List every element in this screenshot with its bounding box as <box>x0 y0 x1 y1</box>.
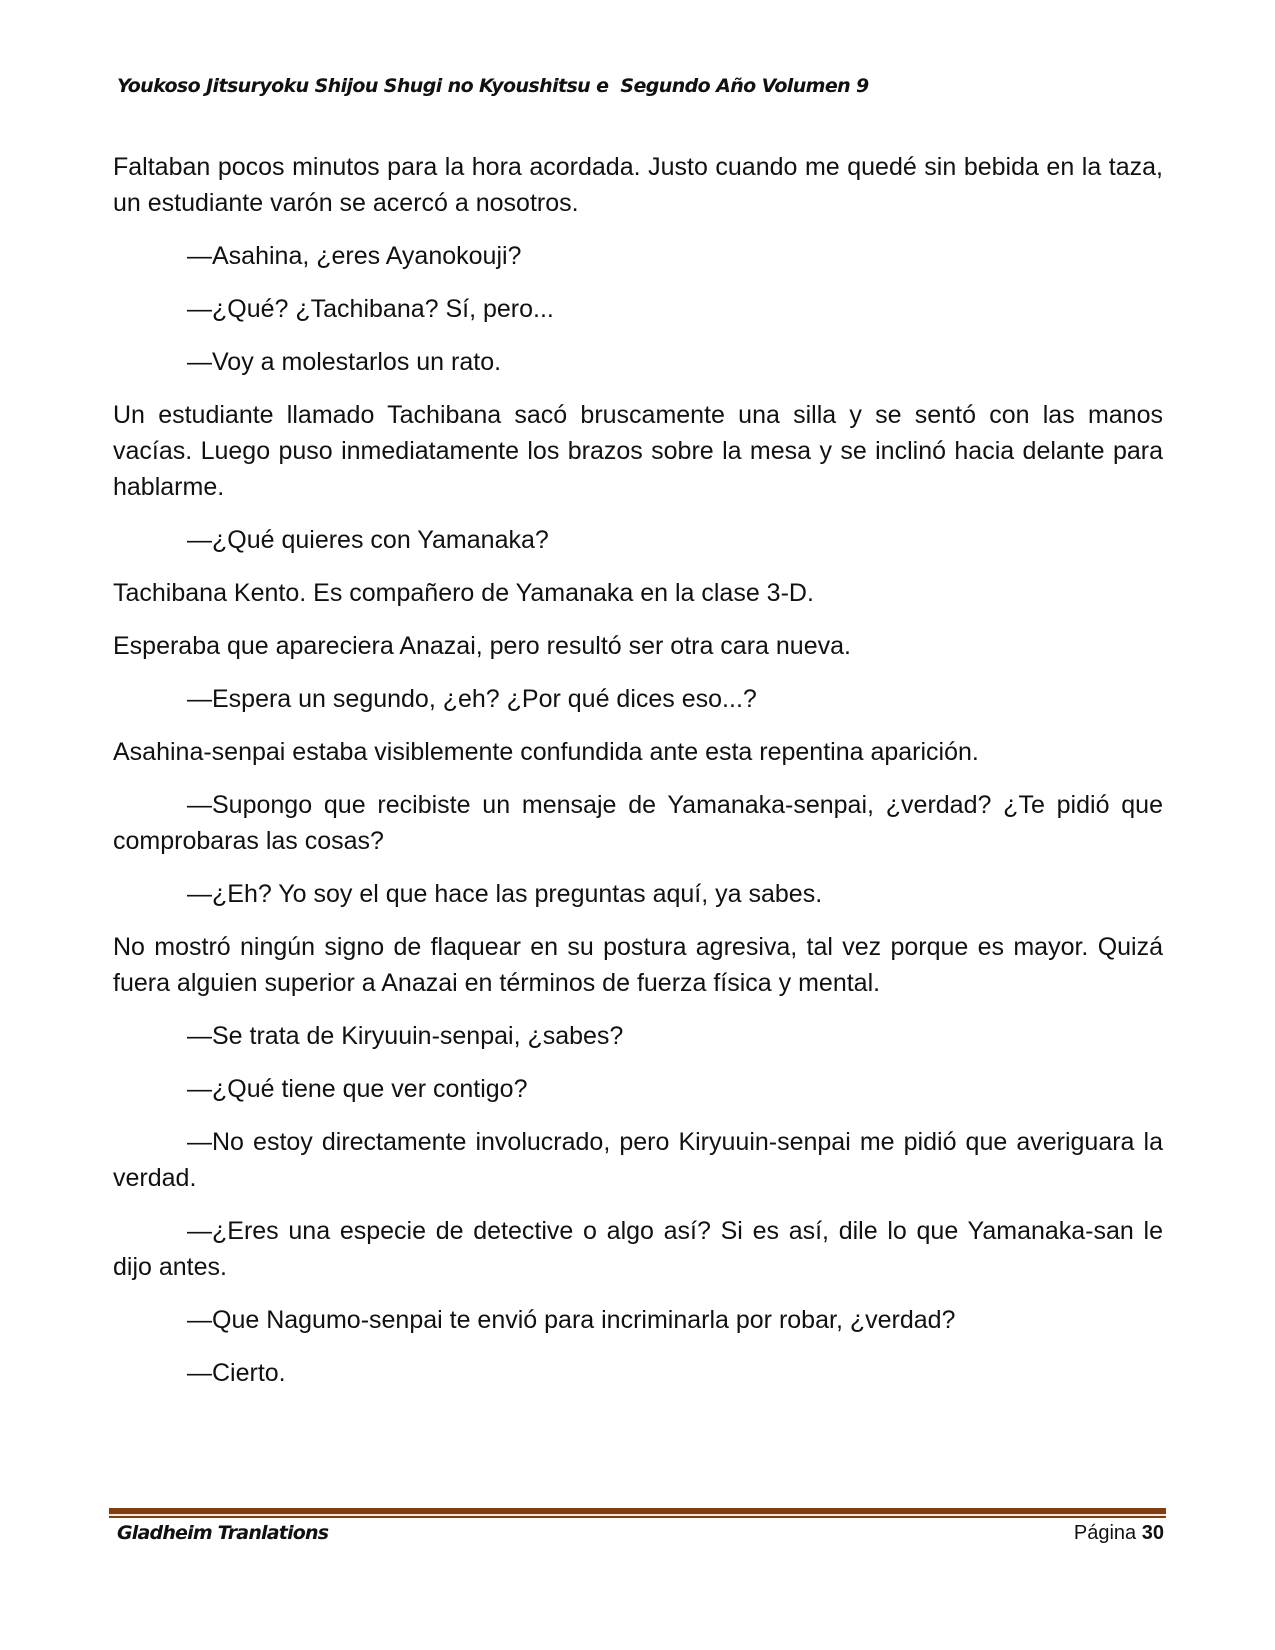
paragraph-dialogue: —Espera un segundo, ¿eh? ¿Por qué dices eso...? <box>187 685 757 713</box>
paragraph-dialogue: —Se trata de Kiryuuin-senpai, ¿sabes? <box>187 1022 624 1050</box>
paragraph-dialogue: —No estoy directamente involucrado, pero Kiryuuin-senpai me pidió que averiguara la verdad. <box>113 1128 1163 1192</box>
footer-divider <box>109 1508 1166 1518</box>
paragraph-dialogue: —¿Eh? Yo soy el que hace las preguntas aquí, ya sabes. <box>187 880 823 908</box>
paragraph-narrative: No mostró ningún signo de flaquear en su postura agresiva, tal vez porque es mayor. Quizá fuera alguien superior a Anazai en términos de fuerza física y mental. <box>113 933 1163 997</box>
paragraph-narrative: Un estudiante llamado Tachibana sacó bruscamente una silla y se sentó con las manos vacías. Luego puso inmediatamente los brazos sobre la mesa y se inclinó hacia delante para hablarme. <box>113 401 1163 501</box>
paragraph-narrative: Faltaban pocos minutos para la hora acordada. Justo cuando me quedé sin bebida en la taza, un estudiante varón se acercó a nosotros. <box>113 153 1163 217</box>
footer-divider-thin <box>109 1516 1166 1518</box>
paragraph-dialogue: —Supongo que recibiste un mensaje de Yamanaka-senpai, ¿verdad? ¿Te pidió que comprobaras las cosas? <box>113 791 1163 855</box>
page-header-title: Youkoso Jitsuryoku Shijou Shugi no Kyoushitsu e Segundo Año Volumen 9 <box>117 75 869 97</box>
footer-publisher: Gladheim Tranlations <box>117 1522 329 1544</box>
paragraph-dialogue: —¿Qué tiene que ver contigo? <box>187 1075 528 1103</box>
paragraph-dialogue: —Que Nagumo-senpai te envió para incriminarla por robar, ¿verdad? <box>187 1306 956 1334</box>
paragraph-dialogue: —¿Qué quieres con Yamanaka? <box>187 526 549 554</box>
paragraph-dialogue: —Voy a molestarlos un rato. <box>187 348 502 376</box>
footer-page-indicator <box>1074 1521 1164 1545</box>
page-number: 30 <box>1141 1522 1164 1544</box>
paragraph-narrative: Tachibana Kento. Es compañero de Yamanaka en la clase 3-D. <box>113 579 814 607</box>
paragraph-narrative: Asahina-senpai estaba visiblemente confundida ante esta repentina aparición. <box>113 738 979 766</box>
paragraph-dialogue: —Cierto. <box>187 1359 286 1387</box>
paragraph-dialogue: —¿Qué? ¿Tachibana? Sí, pero... <box>187 295 554 323</box>
document-body <box>113 149 1163 1408</box>
paragraph-dialogue: —Asahina, ¿eres Ayanokouji? <box>187 242 522 270</box>
paragraph-dialogue: —¿Eres una especie de detective o algo así? Si es así, dile lo que Yamanaka-san le dijo antes. <box>113 1217 1163 1281</box>
page-label: Página <box>1073 1522 1137 1544</box>
paragraph-narrative: Esperaba que apareciera Anazai, pero resultó ser otra cara nueva. <box>113 632 851 660</box>
